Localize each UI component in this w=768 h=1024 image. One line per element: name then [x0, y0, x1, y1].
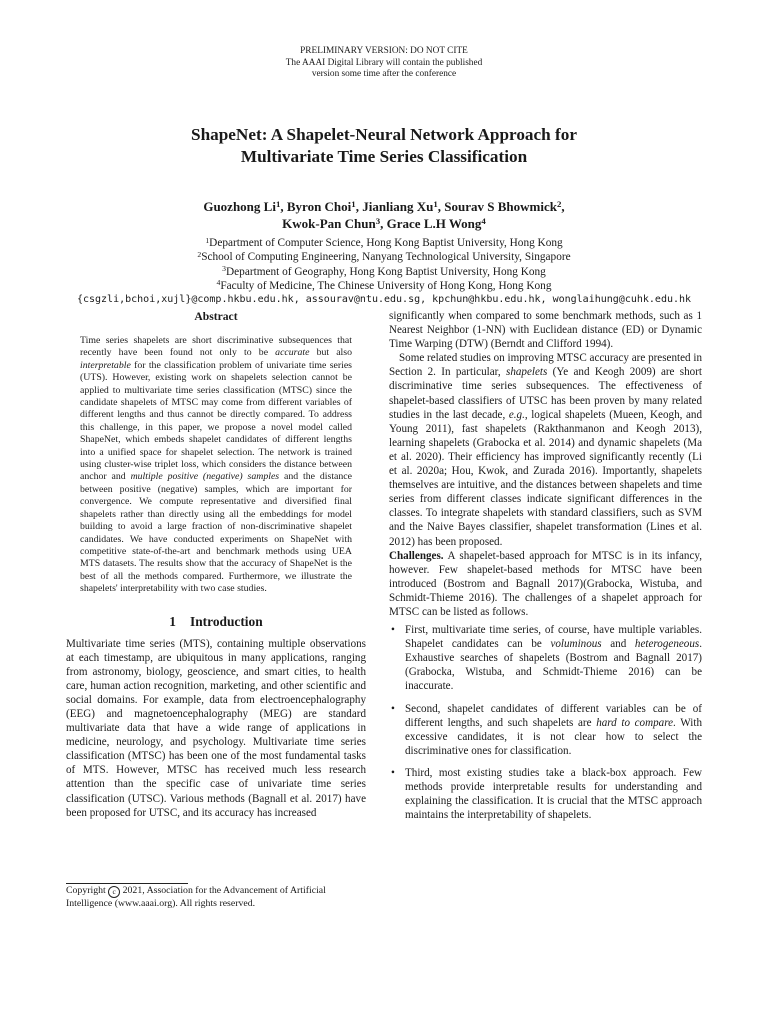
body-run: , logical shapelets (Mueen, Keogh, and Young 2011), fast shapelets (Rakthanmanon and Keogh 2013), learning shapelets (Grabocka et al. 2014) and dynamic shapelets (Ma et al. 2020). Their efficiency has improved significantly recently (Li et al. 2020a; Hou, Kwok, and Zurada 2016). Importantly, shapelets themselves are intuitive, and the distances between shapelets and time series from different classes indicate significant differences in the classes. To integrate shapelets with standard classifiers, such as SVM and the Naive Bayes classifier, shapelet transformation (Lines et al. 2012) has been proposed. — [389, 408, 702, 548]
abstract-run: for the classification problem of univariate time series (UTS). However, existing work on shapelets selection cannot be applied to multivariate time series classification (MTSC) since the candidate shapelets of MTSC may come from different variables of different lengths and thus cannot be directly compared. To address this challenge, in this paper, we propose a novel model called ShapeNet, which embeds shapelet candidates of different lengths into a unified space for shapelet selection. The network is trained using cluster-wise triplet loss, which considers the distance between anchor and — [80, 359, 352, 483]
challenges-list — [389, 623, 702, 822]
affiliation-line — [0, 279, 768, 293]
affiliation-mark: 2 — [197, 249, 202, 259]
footnote-text: Copyright — [66, 885, 109, 896]
affiliation-mark: 4 — [216, 278, 221, 288]
author-emails: {csgzli,bchoi,xujl}@comp.hkbu.edu.hk, assourav@ntu.edu.sg, kpchun@hkbu.edu.hk, wonglaihung@cuhk.edu.hk — [76, 294, 692, 306]
body-run: (Ye and Keogh 2009) are short discriminative time series subsequences. The effectiveness of shapelet-based classifiers of UTSC has been proven by many related studies in the last decade, — [389, 366, 702, 421]
paper-title — [0, 124, 768, 168]
list-run: Third, most existing studies take a black-box approach. Few methods provide interpretable results for understanding and explaining the classification. It is crucial that the MTSC approach maintains the interpretability of shapelets. — [405, 766, 702, 822]
author-affil-mark: 2 — [557, 199, 562, 210]
affiliation-text: Department of Computer Science, Hong Kong Baptist University, Hong Kong — [209, 237, 563, 249]
abstract-run: and the distance between positive (negative) samples, which are important for convergence. We compute representative and diversified final shapelets rather than directly using all the embeddings for model building to avoid a large fraction of non-discriminative shapelet candidates. We have conducted experiments on ShapeNet with competitive state-of-the-art and benchmark methods using UEA MTS datasets. The results show that the accuracy of ShapeNet is the best of all the methods compared. Furthermore, we illustrate the shapelets' interpretability with two case studies. — [80, 471, 352, 595]
footnote-text: 2021, Association for the Advancement of Artificial Intelligence (www.aaai.org). All rights reserved. — [66, 885, 326, 909]
author-affil-mark: 1 — [433, 199, 438, 210]
list-run: First, multivariate time series, of course, have multiple variables. Shapelet candidates can be — [405, 624, 702, 651]
left-column — [66, 309, 366, 820]
author-affil-mark: 3 — [375, 216, 381, 227]
author-list — [0, 198, 768, 232]
affiliation-line — [0, 236, 768, 250]
intro-paragraph: Multivariate time series (MTS), containing multiple observations at each timestamp, are ubiquitous in many applications, ranging from astronomy, biology, geoscience, and smart cities, to health care, human action recognition, marketing, and other scientific and social domains. For example, data from electroencephalography (EEG) and magnetoencephalography (MEG) are standard multivariate data that have a wide range of applications in medicine, neurology, and psychology. Multivariate time series classification (MTSC) has been one of the most fundamental tasks of MTS. However, MTSC has received much less research attention than the specific case of univariate time series classification (UTSC). Various methods (Bagnall et al. 2017) have been proposed for UTSC, and its accuracy has increased — [66, 637, 366, 819]
list-item — [389, 623, 702, 693]
body-paragraph: significantly when compared to some benchmark methods, such as 1 Nearest Neighbor (1-NN) with Euclidean distance (ED) or Dynamic Time Warping (DTW) (Berndt and Clifford 1994). — [389, 310, 702, 351]
affiliation-text: Department of Geography, Hong Kong Baptist University, Hong Kong — [226, 265, 546, 278]
author-name: Kwok-Pan Chun — [282, 216, 376, 231]
abstract-run: but also — [309, 347, 352, 359]
right-column — [389, 309, 702, 830]
footnote-rule — [66, 883, 188, 884]
preliminary-notice — [0, 46, 768, 81]
copyright-footnote — [66, 885, 366, 911]
abstract-heading: Abstract — [194, 310, 238, 323]
abstract-emphasis: multiple positive (negative) samples — [130, 471, 280, 483]
affiliation-line — [0, 250, 768, 264]
affiliation-text: School of Computing Engineering, Nanyang Technological University, Singapore — [201, 251, 571, 264]
author-affil-mark: 1 — [351, 199, 356, 210]
list-emphasis: voluminous — [550, 638, 602, 651]
title-line-1: ShapeNet: A Shapelet-Neural Network Approach for — [191, 125, 577, 144]
bullet-icon: • — [391, 702, 395, 715]
abstract-run: Time series shapelets are short discriminative subsequences that recently have been found not only to be — [80, 335, 352, 359]
list-item — [389, 766, 702, 822]
bullet-icon: • — [391, 624, 395, 637]
author-name: Jianliang Xu — [362, 199, 434, 214]
affiliation-line — [0, 265, 768, 279]
bullet-icon: • — [391, 766, 395, 779]
body-emphasis: e.g. — [508, 408, 525, 421]
body-paragraph — [389, 351, 702, 548]
copyright-symbol: c — [108, 886, 120, 898]
list-run: and — [601, 638, 635, 651]
section-heading-introduction — [66, 614, 366, 630]
body-run: Some related studies on improving MTSC accuracy are presented in Section 2. In particular, — [389, 352, 702, 379]
author-name: Sourav S Bhowmick — [444, 199, 557, 214]
list-emphasis: hard to compare — [596, 716, 674, 729]
list-item — [389, 702, 702, 758]
preliminary-line-3: version some time after the conference — [311, 69, 457, 79]
paragraph-heading: Challenges. — [389, 549, 444, 562]
section-title: Introduction — [190, 613, 263, 629]
abstract-emphasis: interpretable — [80, 359, 131, 371]
affiliation-mark: 1 — [205, 235, 210, 245]
author-name: Byron Choi — [286, 199, 352, 214]
list-emphasis: heterogeneous — [634, 638, 700, 651]
challenges-paragraph — [389, 549, 702, 619]
preliminary-line-1: PRELIMINARY VERSION: DO NOT CITE — [300, 46, 468, 56]
affiliation-mark: 3 — [222, 264, 226, 274]
abstract-text — [80, 335, 352, 596]
list-run: . Exhaustive searches of shapelets (Bostrom and Bagnall 2017)(Grabocka, Wistuba, and Schmidt-Thieme 2016) can be inaccurate. — [405, 638, 702, 693]
affiliation-text: Faculty of Medicine, The Chinese University of Hong Kong, Hong Kong — [220, 279, 552, 292]
preliminary-line-2: The AAAI Digital Library will contain the published — [285, 57, 483, 68]
title-line-2: Multivariate Time Series Classification — [240, 147, 528, 166]
author-name: Grace L.H Wong — [386, 216, 482, 231]
affiliations — [0, 236, 768, 307]
body-emphasis: shapelets — [506, 366, 548, 379]
author-affil-mark: 4 — [481, 216, 486, 227]
list-run: . With excessive candidates, it is not clear how to select the discriminative ones for classification. — [405, 716, 702, 757]
authors-line-2: Kwok-Pan Chun$^3$, Grace L.H Wong$^4$ — [282, 216, 486, 231]
authors-line-1: Guozhong Li$^1$, Byron Choi$^1$, Jianliang Xu$^1$, Sourav S Bhowmick$^2$, — [203, 199, 565, 214]
section-number: 1 — [169, 613, 176, 629]
body-run: A shapelet-based approach for MTSC is in its infancy, however. Few shapelet-based methods for MTSC have been introduced (Bostrom and Bagnall 2017)(Grabocka, Wistuba, and Schmidt-Thieme 2016). The challenges of a shapelet approach for MTSC can be listed as follows. — [389, 549, 702, 618]
author-affil-mark: 1 — [275, 199, 281, 210]
list-run: Second, shapelet candidates of different variables can be of different lengths, and such shapelets are — [405, 702, 702, 729]
abstract-emphasis: accurate — [275, 347, 310, 359]
author-name: Guozhong Li — [203, 199, 276, 214]
